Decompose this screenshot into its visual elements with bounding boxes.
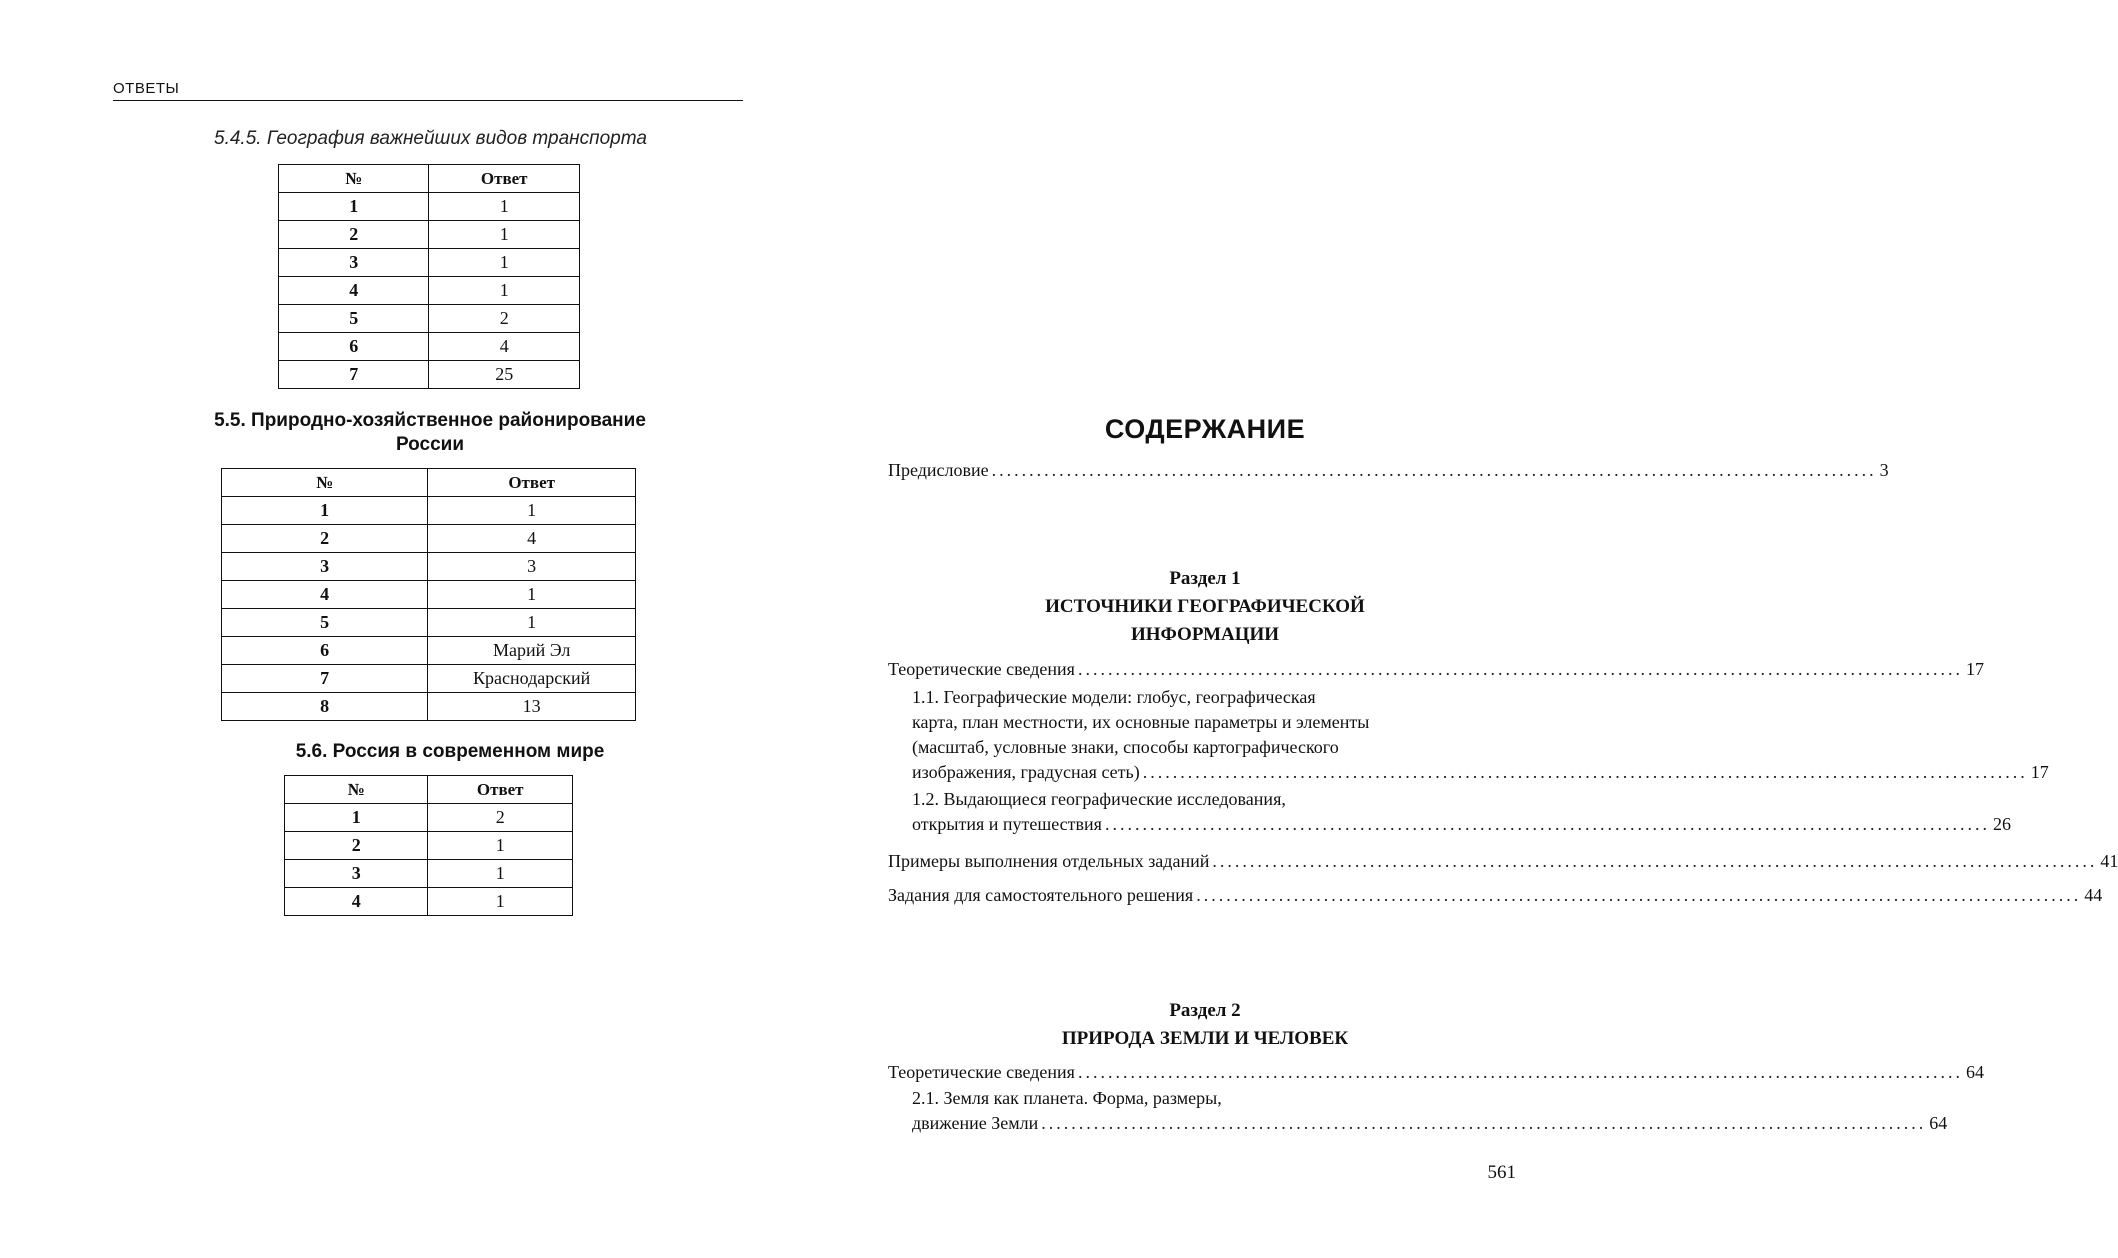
answer-cell: 1 [428,860,573,888]
answers-table-56 [284,775,573,916]
col-header-number: № [279,165,429,193]
answer-cell: 25 [429,361,580,389]
section-55-heading-line1: 5.5. Природно-хозяйственное районирование [214,410,646,431]
question-number: 7 [222,665,428,693]
subsection-545-heading: 5.4.5. География важнейших видов транспорта [214,128,647,149]
answer-cell: Марий Эл [428,637,636,665]
left-page [0,0,810,1258]
question-number: 2 [279,221,429,249]
part-2-heading [880,997,1530,1053]
part-2-title: ПРИРОДА ЗЕМЛИ И ЧЕЛОВЕК [1061,1028,1349,1049]
col-header-number: № [222,469,428,497]
toc-entry-text: открытия и путешествия [912,814,1102,834]
section-56-heading: 5.6. Россия в современном мире [295,741,605,762]
toc-page-number: 41 [2100,851,2118,871]
page-number: 561 [1487,1162,1516,1183]
table-row [222,693,636,721]
toc-title: СОДЕРЖАНИЕ [1104,414,1306,444]
leader-dots: ...................................................................................................................... [1142,762,2028,782]
question-number: 5 [222,609,428,637]
question-number: 1 [279,193,429,221]
part-1-title-line2: ИНФОРМАЦИИ [1130,624,1280,645]
toc-entry-text-line: (масштаб, условные знаки, способы картографического [912,737,1339,757]
question-number: 7 [279,361,429,389]
question-number: 1 [285,804,428,832]
toc-page-number: 64 [1965,1062,1984,1082]
table-row [222,525,636,553]
leader-dots: ...................................................................................................................... [1212,851,2098,871]
leader-dots: ...................................................................................................................... [1077,1062,1963,1082]
table-row [285,860,573,888]
table-row [222,665,636,693]
toc-entry-1-2[interactable] [912,787,2011,837]
toc-entry-text: Теоретические сведения [888,1062,1075,1082]
leader-dots: ...................................................................................................................... [1041,1113,1927,1133]
toc-entry-text: Предисловие [888,460,989,480]
table-row [279,277,580,305]
table-row [279,193,580,221]
toc-page-number: 44 [2084,885,2103,905]
answer-cell: 13 [428,693,636,721]
toc-entry-preface[interactable] [888,458,1889,483]
question-number: 3 [222,553,428,581]
part-1-label: Раздел 1 [1169,568,1241,589]
answer-cell: 3 [428,553,636,581]
answer-cell: 2 [428,804,573,832]
question-number: 6 [279,333,429,361]
toc-entry-text-line: карта, план местности, их основные параметры и элементы [912,712,1370,732]
answer-cell: 4 [429,333,580,361]
toc-page-number: 3 [1879,460,1889,480]
table-row [279,361,580,389]
toc-page-number: 17 [2030,762,2049,782]
part-2-label: Раздел 2 [1169,1000,1241,1021]
answer-cell: 1 [428,581,636,609]
running-head: ОТВЕТЫ [113,80,743,101]
col-header-answer: Ответ [428,469,636,497]
question-number: 2 [222,525,428,553]
answer-cell: 1 [428,832,573,860]
answer-cell: 2 [429,305,580,333]
answers-table-545 [278,164,580,389]
col-header-answer: Ответ [428,776,573,804]
table-row [279,305,580,333]
toc-entry-text: Теоретические сведения [888,659,1075,679]
answer-cell: Краснодарский [428,665,636,693]
leader-dots: ...................................................................................................................... [1196,885,2082,905]
answer-cell: 1 [429,277,580,305]
leader-dots: ...................................................................................................................... [991,460,1877,480]
table-row [222,553,636,581]
toc-page-number: 64 [1929,1113,1948,1133]
question-number: 4 [279,277,429,305]
toc-entry-text: Задания для самостоятельного решения [888,885,1194,905]
question-number: 3 [285,860,428,888]
table-header-row [279,165,580,193]
table-row [222,637,636,665]
question-number: 4 [222,581,428,609]
toc-entry-text-line: 2.1. Земля как планета. Форма, размеры, [912,1088,1222,1108]
answer-cell: 1 [429,249,580,277]
table-row [222,609,636,637]
question-number: 3 [279,249,429,277]
answer-cell: 1 [428,888,573,916]
section-55-heading-line2: России [395,434,465,455]
col-header-number: № [285,776,428,804]
question-number: 6 [222,637,428,665]
table-row [222,581,636,609]
table-row [222,497,636,525]
toc-entry-text-line: 1.2. Выдающиеся географические исследования, [912,789,1286,809]
toc-entry-text: Примеры выполнения отдельных заданий [888,851,1210,871]
table-header-row [222,469,636,497]
toc-entry-2-1[interactable] [912,1086,1948,1136]
toc-entry-text: движение Земли [912,1113,1039,1133]
table-row [285,832,573,860]
part-1-heading [880,565,1530,649]
table-row [279,333,580,361]
toc-entry-1-1[interactable] [912,685,2049,785]
leader-dots: ...................................................................................................................... [1104,814,1990,834]
question-number: 4 [285,888,428,916]
toc-page-number: 26 [1992,814,2011,834]
toc-entry-examples[interactable] [888,849,2118,874]
section-55-heading [150,409,710,457]
toc-entry-part2-theory[interactable] [888,1060,1984,1085]
question-number: 5 [279,305,429,333]
toc-entry-text: изображения, градусная сеть) [912,762,1140,782]
toc-entry-tasks[interactable] [888,883,2103,908]
part-1-title-line1: ИСТОЧНИКИ ГЕОГРАФИЧЕСКОЙ [1045,596,1365,617]
toc-entry-part1-theory[interactable] [888,657,1984,682]
answer-cell: 1 [429,221,580,249]
answer-cell: 1 [428,609,636,637]
question-number: 8 [222,693,428,721]
table-row [279,221,580,249]
table-header-row [285,776,573,804]
answer-cell: 4 [428,525,636,553]
question-number: 1 [222,497,428,525]
answers-table-55 [221,468,636,721]
answer-cell: 1 [428,497,636,525]
answer-cell: 1 [429,193,580,221]
table-row [279,249,580,277]
toc-page-number: 17 [1965,659,1984,679]
table-row [285,888,573,916]
question-number: 2 [285,832,428,860]
table-row [285,804,573,832]
leader-dots: ...................................................................................................................... [1077,659,1963,679]
col-header-answer: Ответ [429,165,580,193]
toc-entry-text-line: 1.1. Географические модели: глобус, географическая [912,687,1316,707]
